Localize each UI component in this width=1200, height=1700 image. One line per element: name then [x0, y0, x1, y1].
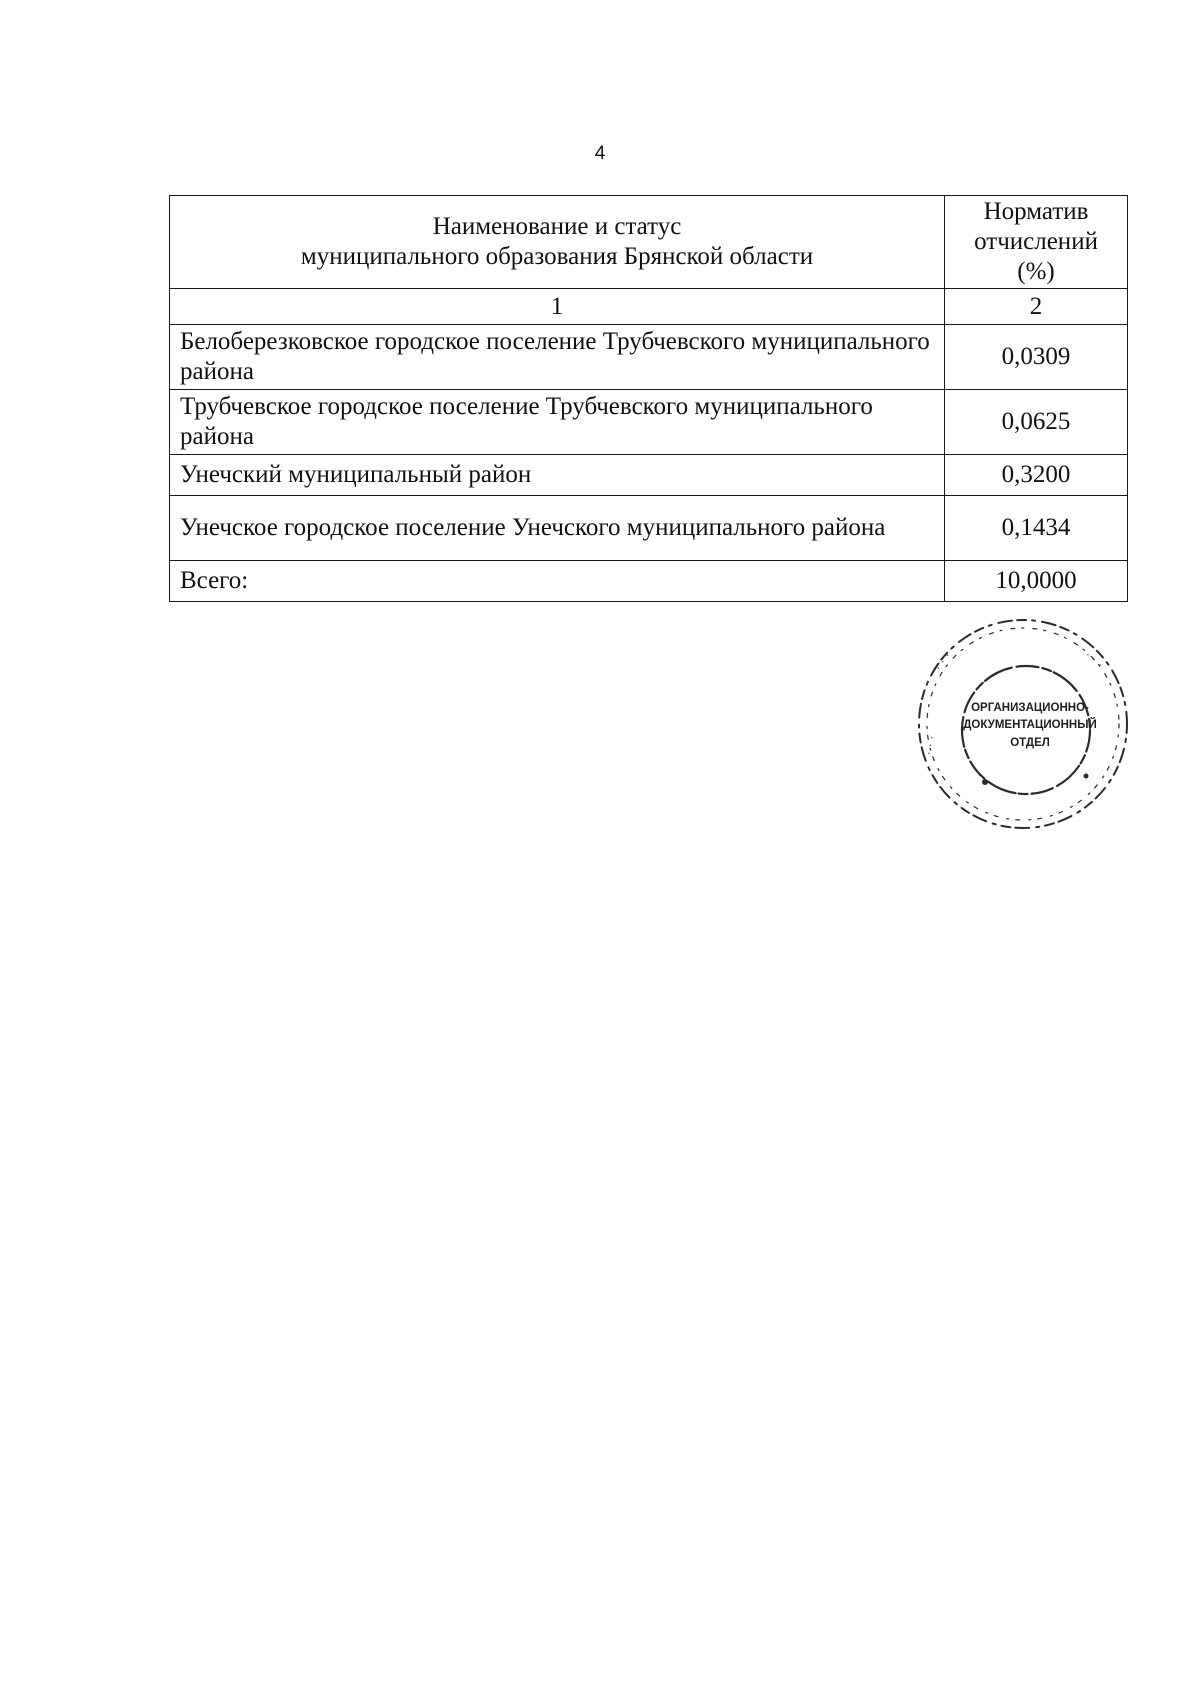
- total-label: Всего:: [170, 561, 945, 602]
- column-number-2: 2: [945, 289, 1128, 325]
- header-name-cell: [170, 196, 945, 289]
- page-number: 4: [594, 143, 606, 164]
- table-row: [170, 390, 1128, 455]
- row-name: Унечское городское поселение Унечского муниципального района: [170, 496, 945, 561]
- column-number-1: 1: [170, 289, 945, 325]
- header-norm-line-1: Норматив: [983, 198, 1089, 225]
- table-header-row: [170, 196, 1128, 289]
- row-name: Трубчевское городское поселение Трубчевского муниципального района: [170, 390, 945, 455]
- table-row: [170, 325, 1128, 390]
- svg-text:· · ·: · · ·: [1082, 646, 1108, 672]
- row-value: 0,1434: [945, 496, 1128, 561]
- row-value: 0,0309: [945, 325, 1128, 390]
- header-name-line-2: муниципального образования Брянской области: [300, 243, 814, 270]
- row-name: Белоберезковское городское поселение Трубчевского муниципального района: [170, 325, 945, 390]
- svg-text:· · ·: · · ·: [930, 648, 955, 674]
- header-norm-line-2: отчислений: [974, 228, 1098, 255]
- header-name-line-1: Наименование и статус: [432, 213, 682, 240]
- official-stamp: [908, 606, 1138, 842]
- stamp-seal-icon: [908, 606, 1138, 842]
- table-row: [170, 455, 1128, 496]
- stamp-text-1: ОРГАНИЗАЦИОННО-: [971, 702, 1089, 714]
- deduction-norms-table: [169, 195, 1128, 602]
- column-number-row: [170, 289, 1128, 325]
- table-row: [170, 496, 1128, 561]
- row-value: 0,0625: [945, 390, 1128, 455]
- svg-text:· · ·: · · ·: [920, 734, 939, 757]
- stamp-text-2: ДОКУМЕНТАЦИОННЫЙ: [963, 719, 1097, 731]
- stamp-text-3: ОТДЕЛ: [1010, 737, 1050, 749]
- total-row: [170, 561, 1128, 602]
- header-norm-cell: [945, 196, 1128, 289]
- row-name: Унечский муниципальный район: [170, 455, 945, 496]
- row-value: 0,3200: [945, 455, 1128, 496]
- header-norm-line-3: (%): [1017, 258, 1055, 285]
- total-value: 10,0000: [945, 561, 1128, 602]
